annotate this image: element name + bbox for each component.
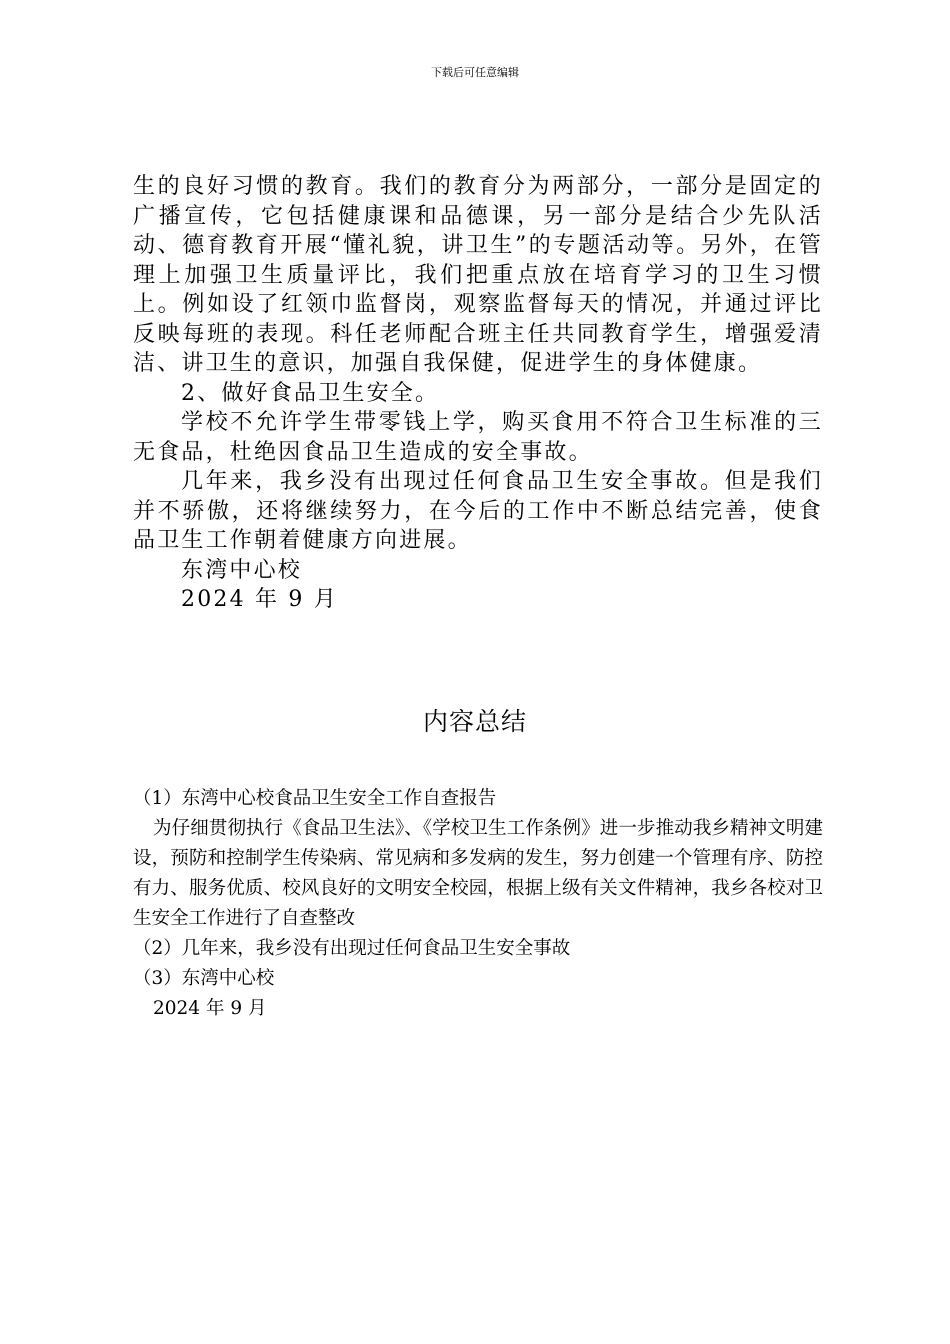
summary-body: [133, 784, 823, 1024]
summary-date: 2024 年 9 月: [153, 998, 267, 1019]
paragraph-hygiene-habits: 生的良好习惯的教育。我们的教育分为两部分，一部分是固定的广播宣传，它包括健康课和品德课，另一部分是结合少先队活动、德育教育开展“懂礼貌，讲卫生”的专题活动等。另外，在管理上加强卫生质量评比，我们把重点放在培育学习的卫生习惯上。例如设了红领巾监督岗，观察监督每天的情况，并通过评比反映每班的表现。科任老师配合班主任共同教育学生，增强爱清洁、讲卫生的意识，加强自我保健，促进学生的身体健康。: [133, 174, 823, 376]
paragraph-no-snacks: 学校不允许学生带零钱上学，购买食用不符合卫生标准的三无食品，杜绝因食品卫生造成的安全事故。: [133, 410, 823, 465]
summary-item-2: （2）几年来，我乡没有出现过任何食品卫生安全事故: [133, 938, 571, 959]
summary-item-1-text: 为仔细贯彻执行《食品卫生法》、《学校卫生工作条例》进一步推动我乡精神文明建设，预防和控制学生传染病、常见病和多发病的发生，努力创建一个管理有序、防控有力、服务优质、校风良好的文明安全校园，根据上级有关文件精神，我乡各校对卫生安全工作进行了自查整改: [133, 818, 823, 929]
paragraph-no-incidents: 几年来，我乡没有出现过任何食品卫生安全事故。但是我们并不骄傲，还将继续努力，在今后的工作中不断总结完善，使食品卫生工作朝着健康方向进展。: [133, 469, 823, 553]
page-header-note: 下载后可任意编辑: [431, 66, 519, 79]
summary-title: 内容总结: [422, 707, 527, 736]
summary-item-1: （1）东湾中心校食品卫生安全工作自查报告: [133, 788, 497, 809]
report-body: [133, 172, 823, 615]
signature-date: 2024 年 9 月: [181, 587, 338, 612]
summary-item-3: （3）东湾中心校: [133, 968, 275, 989]
section-heading-food-safety: 2、做好食品卫生安全。: [181, 380, 440, 406]
signature-school: 东湾中心校: [181, 557, 303, 583]
